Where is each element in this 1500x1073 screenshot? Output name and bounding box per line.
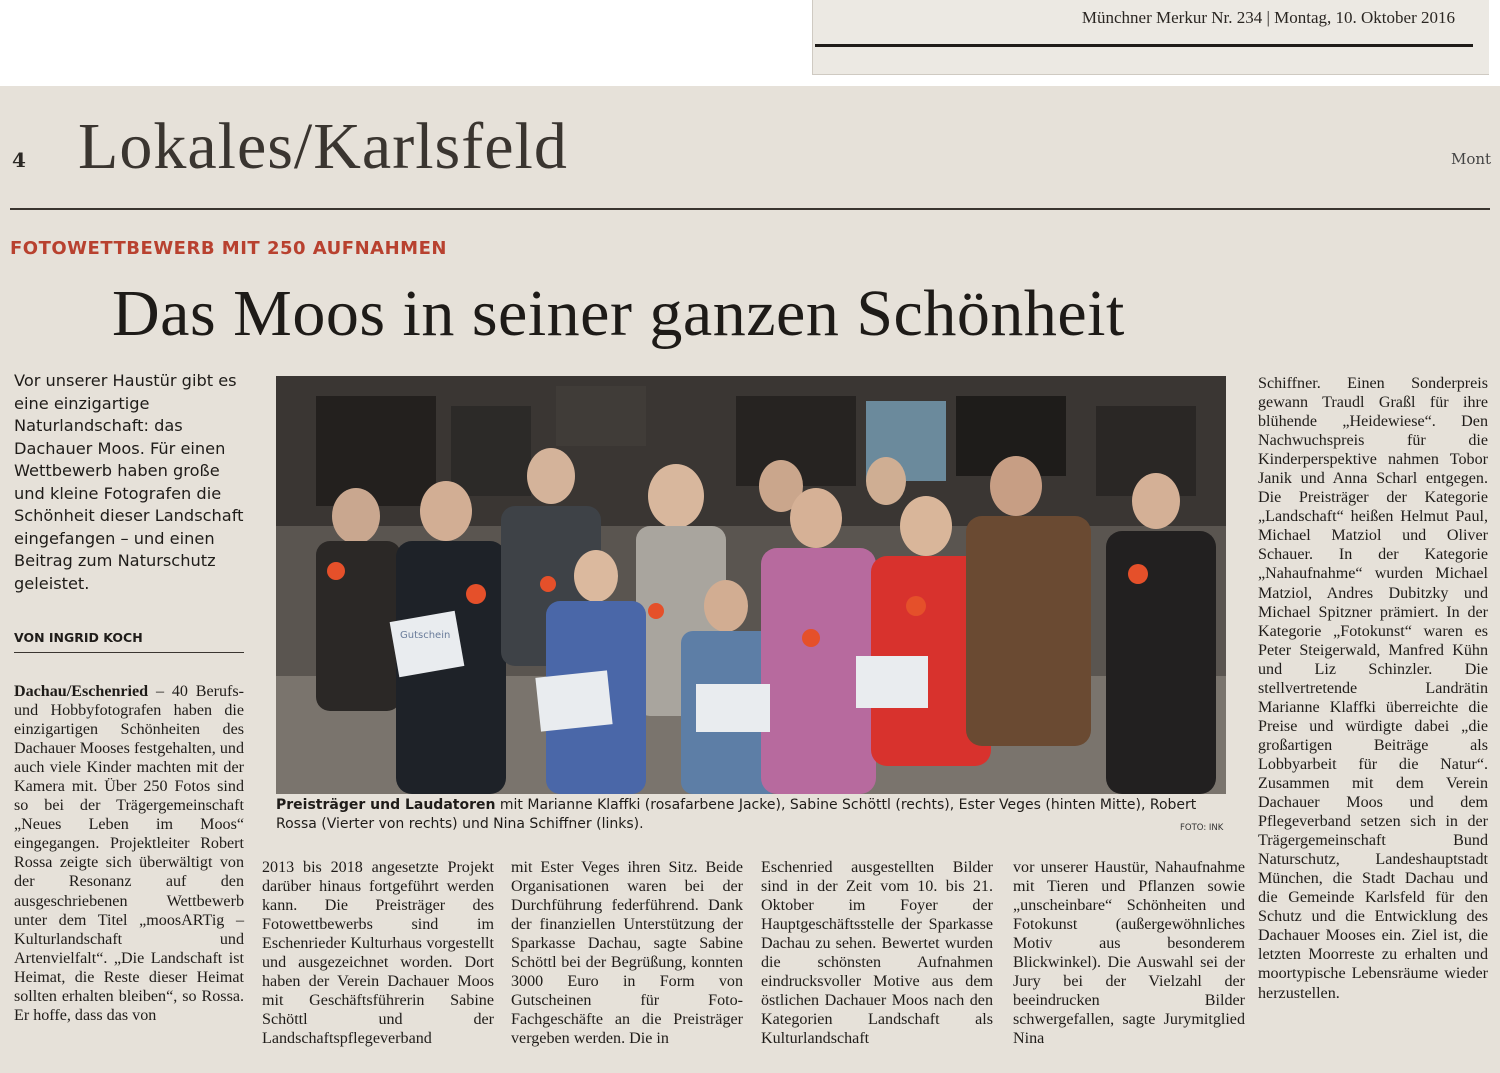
page-number: 4	[12, 148, 26, 172]
edge-text: Mont	[1451, 150, 1492, 168]
kicker: FOTOWETTBEWERB MIT 250 AUFNAHMEN	[10, 238, 447, 259]
newspaper-page	[0, 86, 1500, 1073]
body-column-1-text: – 40 Berufs- und Hobbyfotografen haben die einzigartigen Schönheiten des Dachauer Mooses festgehalten, und auch viele Kinder machten mit der Kamera mit. Über 250 Fotos sind so bei der Trägergemeinschaft „Neues Leben im Moos“ eingegangen. Projektleiter Robert Rossa zeigte sich überwältigt von der Resonanz auf den ausgeschriebenen Wettbewerb unter dem Titel „moosARTig – Kulturlandschaft und Artenvielfalt“. „Die Landschaft ist Heimat, die Reste dieser Heimat sollten erhalten bleiben“, so Rossa. Er hoffe, dass das von	[14, 683, 244, 1024]
masthead-strip	[812, 0, 1489, 75]
body-column-2: 2013 bis 2018 angesetzte Projekt darüber hinaus fortgeführt werden kann. Die Preisträger des Fotowettbewerbs sind im Eschenrieder Kulturhaus vorgestellt und ausgezeichnet worden. Dort haben der Verein Dachauer Moos mit Geschäftsführerin Sabine Schöttl und der Landschaftspflegeverband	[262, 859, 494, 1048]
masthead: Münchner Merkur Nr. 234 | Montag, 10. Oktober 2016	[1081, 8, 1455, 27]
group-photo-illustration	[276, 376, 1226, 794]
section-rule	[10, 208, 1490, 210]
voucher-label: Gutschein	[400, 630, 451, 641]
photo-caption	[276, 796, 1226, 834]
caption-lead: Preisträger und Laudatoren	[276, 797, 496, 813]
caption-text: mit Marianne Klaffki (rosafarbene Jacke), Sabine Schöttl (rechts), Ester Veges (hinten Mitte), Robert Rossa (Vierter von rechts) und Nina Schiffner (links).	[276, 797, 1197, 832]
headline: Das Moos in seiner ganzen Schönheit	[112, 277, 1125, 350]
body-column-4: Eschenried ausgestellten Bilder sind in der Zeit vom 10. bis 21. Oktober im Foyer der Hauptgeschäftsstelle der Sparkasse Dachau zu sehen. Bewertet wurden die schönsten Aufnahmen eindrucksvoller Motive aus dem östlichen Dachauer Moos nach den Kategorien Landschaft als Kulturlandschaft	[761, 859, 993, 1048]
photo-credit: FOTO: INK	[1180, 823, 1224, 833]
body-column-1	[14, 682, 244, 1025]
dateline: Dachau/Eschenried	[14, 683, 149, 700]
lead-paragraph: Vor unserer Haustür gibt es eine einzigartige Naturlandschaft: das Dachauer Moos. Für einen Wettbewerb haben große und kleine Fotografen die Schönheit dieser Landschaft eingefangen – und einen Beitrag zum Naturschutz geleistet.	[14, 371, 244, 593]
masthead-rule	[815, 44, 1473, 47]
body-column-3: mit Ester Veges ihren Sitz. Beide Organisationen waren bei der Durchführung federführend. Dank der finanziellen Unterstützung der Sparkasse Dachau, sagte Sabine Schöttl bei der Begrüßung, konnten 3000 Euro in Form von Gutscheinen für Foto-Fachgeschäfte an die Preisträger vergeben werden. Die in	[511, 859, 743, 1048]
section-title: Lokales/Karlsfeld	[78, 110, 568, 183]
body-column-5: vor unserer Haustür, Nahaufnahme mit Tieren und Pflanzen sowie „unscheinbare“ Schönheiten und Fotokunst (außergewöhnliches Motiv aus besonderem Blickwinkel). Die Auswahl sei der Jury bei der Vielzahl der beeindrucken Bilder schwergefallen, sagte Jurymitglied Nina	[1013, 859, 1245, 1048]
body-column-6: Schiffner. Einen Sonderpreis gewann Traudl Graßl für ihre blühende „Heidewiese“. Den Nachwuchspreis für die Kinderperspektive nahmen Tobor Janik und Anna Scharl entgegen. Die Preisträger der Kategorie „Landschaft“ heißen Helmut Paul, Michael Matziol und Oliver Schauer. In der Kategorie „Nahaufnahme“ wurden Michael Matziol, Andres Dubitzky und Michael Spitzner prämiert. In der Kategorie „Fotokunst“ waren es Peter Steigerwald, Manfred Kühn und Liz Schinzler. Die stellvertretende Landrätin Marianne Klaffki überreichte die Preise und würdigte dabei „die großartigen Beiträge als Lobbyarbeit für die Natur“. Zusammen mit dem Verein Dachauer Moos und dem Pflegeverband setzen sich in der Trägergemeinschaft Bund Naturschutz, Landeshauptstadt München, die Stadt Dachau und die Gemeinde Karlsfeld für den Schutz und die Entwicklung des Dachauer Mooses ein. Ziel ist, die letzten Moorreste zu erhalten und moortypische Lebensräume wieder herzustellen.	[1258, 375, 1488, 1002]
byline: VON INGRID KOCH	[14, 630, 143, 645]
article-photo	[276, 376, 1226, 794]
byline-rule	[14, 652, 244, 653]
